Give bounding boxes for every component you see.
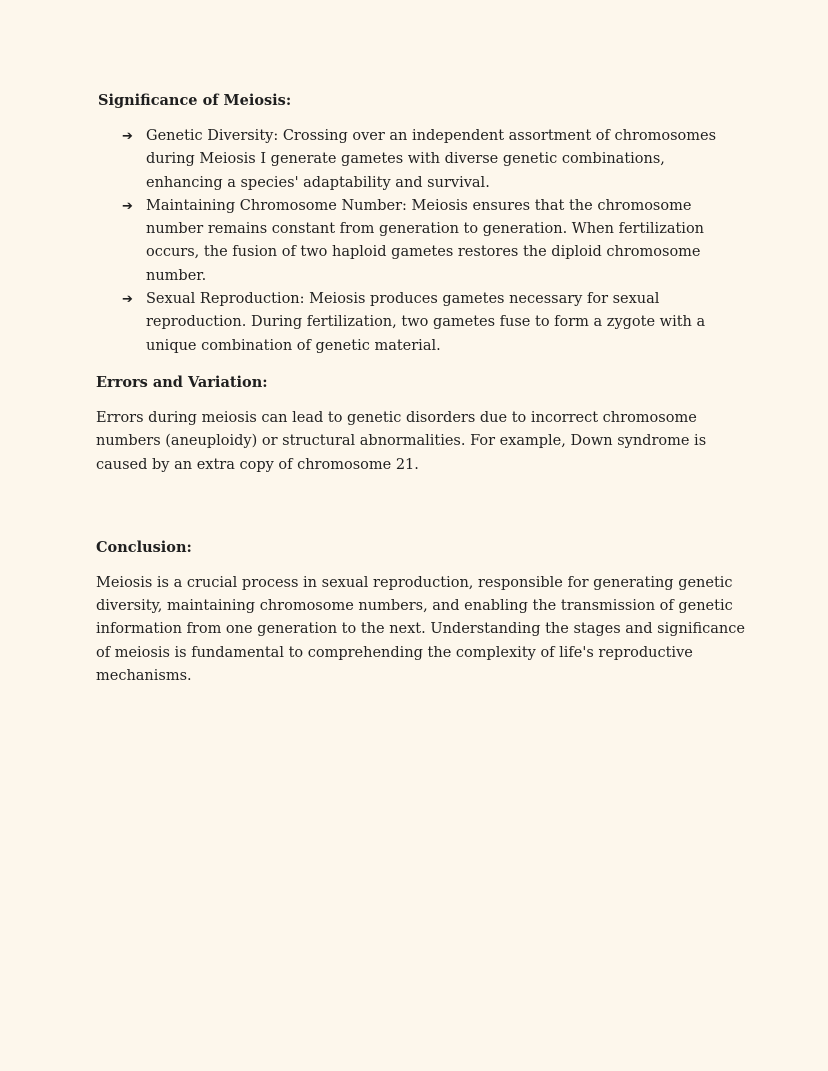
significance-heading: Significance of Meiosis: [98, 92, 292, 109]
list-item-text: Maintaining Chromosome Number: Meiosis ensures that the chromosome number remains constant from generation to generation. When fertilization occurs, the fusion of two haploid gametes restores the diploid chromosome number. [146, 197, 705, 284]
significance-list [96, 125, 746, 358]
list-item [96, 195, 746, 288]
list-item-text: Sexual Reproduction: Meiosis produces gametes necessary for sexual reproduction. During fertilization, two gametes fuse to form a zygote with a unique combination of genetic material. [146, 291, 706, 354]
arrow-right-icon: ➔ [122, 292, 133, 308]
conclusion-paragraph: Meiosis is a crucial process in sexual reproduction, responsible for generating genetic diversity, maintaining chromosome numbers, and enabling the transmission of genetic information from one generation to the next. Understanding the stages and significance of meiosis is fundamental to comprehending the complexity of life's reproductive mechanisms. [96, 574, 745, 685]
errors-heading: Errors and Variation: [96, 373, 268, 391]
list-item-text: Genetic Diversity: Crossing over an independent assortment of chromosomes during Meiosis I generate gametes with diverse genetic combinations, enhancing a species' adaptability and survival. [146, 128, 717, 191]
errors-paragraph: Errors during meiosis can lead to genetic disorders due to incorrect chromosome numbers (aneuploidy) or structural abnormalities. For example, Down syndrome is caused by an extra copy of chromosome 21. [96, 409, 707, 473]
list-item [96, 288, 746, 358]
arrow-right-icon: ➔ [122, 129, 133, 144]
arrow-right-icon: ➔ [122, 198, 133, 214]
document-page [96, 89, 746, 688]
list-item [96, 125, 746, 195]
conclusion-heading: Conclusion: [96, 538, 192, 556]
